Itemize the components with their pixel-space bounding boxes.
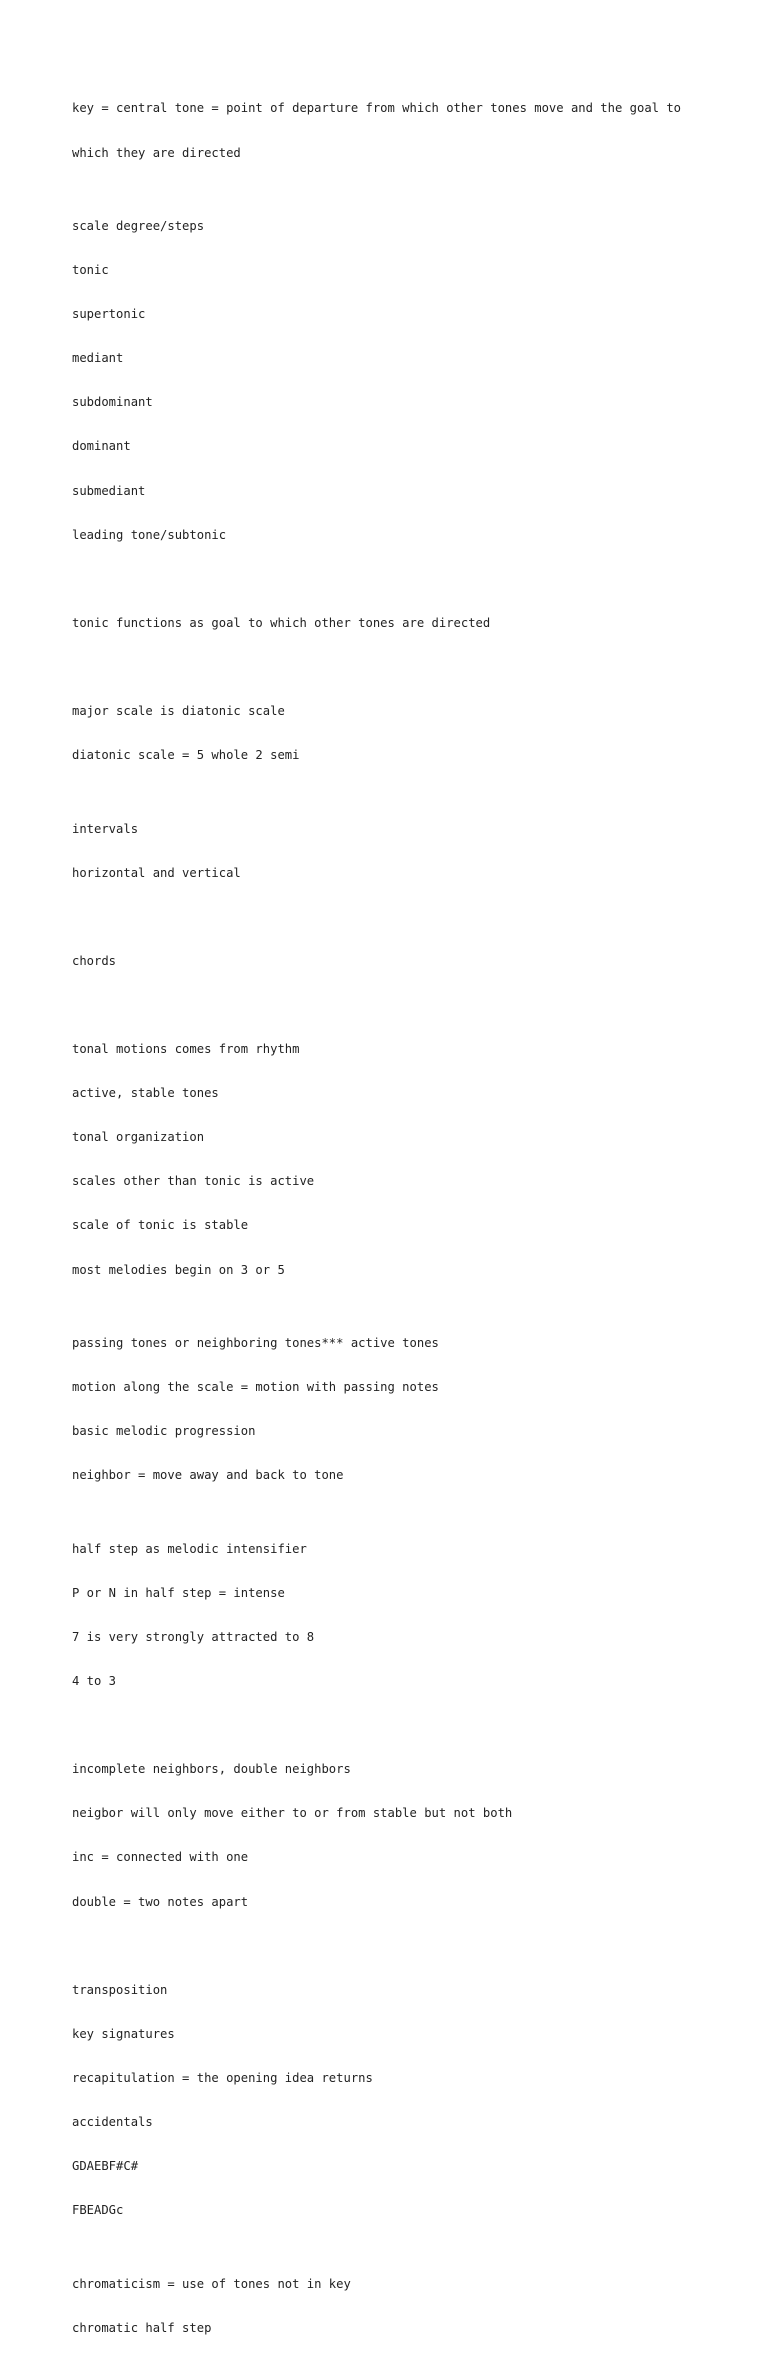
text-line: basic melodic progression <box>72 1424 256 1439</box>
text-line: motion along the scale = motion with passing notes <box>72 1380 439 1395</box>
text-line: key = central tone = point of departure from which other tones move and the goal to <box>72 101 682 116</box>
text-line: double = two notes apart <box>72 1894 249 1909</box>
text-line: mediant <box>72 351 124 366</box>
text-line: half step as melodic intensifier <box>72 1541 307 1556</box>
text-line: GDAEBF#C# <box>72 2159 139 2174</box>
text-line: scale degree/steps <box>72 218 205 233</box>
text-line: tonal motions comes from rhythm <box>72 1042 300 1057</box>
text-line: neigbor will only move either to or from stable but not both <box>72 1806 513 1821</box>
text-line: tonic functions as goal to which other tones are directed <box>72 615 491 630</box>
text-line: leading tone/subtonic <box>72 527 227 542</box>
text-line: inc = connected with one <box>72 1850 249 1865</box>
text-line: tonic <box>72 263 109 278</box>
text-line: most melodies begin on 3 or 5 <box>72 1262 285 1277</box>
text-line: chromaticism = use of tones not in key <box>72 2276 351 2291</box>
text-line: tonal organization <box>72 1130 205 1145</box>
notes-text <box>72 72 712 2365</box>
text-line: subdominant <box>72 395 153 410</box>
text-line: chromatic half step <box>72 2320 212 2335</box>
text-line: dominant <box>72 439 131 454</box>
text-line: key signatures <box>72 2026 175 2041</box>
text-line: major scale is diatonic scale <box>72 704 285 719</box>
text-line: submediant <box>72 483 146 498</box>
text-line: which they are directed <box>72 145 241 160</box>
text-line: transposition <box>72 1982 168 1997</box>
text-line: FBEADGc <box>72 2203 124 2218</box>
text-line: P or N in half step = intense <box>72 1585 285 1600</box>
text-line: diatonic scale = 5 whole 2 semi <box>72 748 300 763</box>
text-line: 7 is very strongly attracted to 8 <box>72 1629 315 1644</box>
text-line: 4 to 3 <box>72 1674 117 1689</box>
text-line: scale of tonic is stable <box>72 1218 249 1233</box>
text-line: scales other than tonic is active <box>72 1174 315 1189</box>
text-line: passing tones or neighboring tones*** active tones <box>72 1336 439 1351</box>
text-line: neighbor = move away and back to tone <box>72 1468 344 1483</box>
text-line: chords <box>72 953 117 968</box>
text-line: horizontal and vertical <box>72 865 241 880</box>
text-line: accidentals <box>72 2115 153 2129</box>
text-line: supertonic <box>72 307 146 322</box>
text-line: recapitulation = the opening idea returns <box>72 2070 373 2085</box>
text-line: intervals <box>72 821 139 836</box>
text-line: active, stable tones <box>72 1086 219 1101</box>
text-line: incomplete neighbors, double neighbors <box>72 1762 351 1777</box>
